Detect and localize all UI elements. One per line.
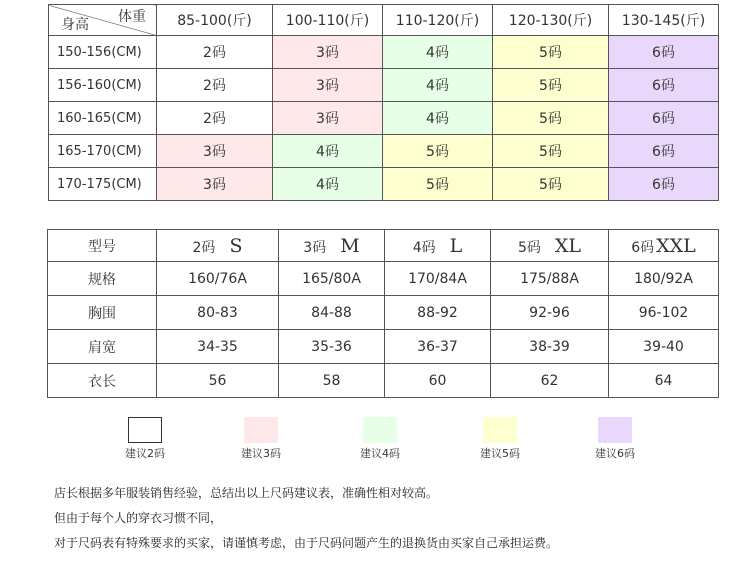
- height-range-cell: 150-156(CM): [49, 36, 157, 69]
- size-header-cell: [279, 230, 385, 262]
- table-row: [49, 102, 719, 135]
- measurement-value: 165/80A: [279, 262, 385, 296]
- height-range-cell: 160-165(CM): [49, 102, 157, 135]
- size-recommendation-table: [48, 4, 719, 201]
- table-row: [49, 69, 719, 102]
- corner-header-cell: [49, 5, 157, 36]
- measurement-value: 160/76A: [157, 262, 279, 296]
- garment-measurement-table: [47, 229, 719, 398]
- size-cell: 3码: [273, 102, 383, 135]
- note-line-3: 对于尺码表有特殊要求的买家，请谨慎考虑，由于尺码问题产生的退换货由买家自己承担运费。: [54, 536, 559, 550]
- legend-swatch: [483, 417, 517, 443]
- size-cell: 6码: [609, 135, 719, 168]
- legend-label: 建议4码: [360, 447, 400, 460]
- measurement-value: 58: [279, 364, 385, 398]
- size-code: 2码: [192, 239, 216, 256]
- size-cell: 4码: [383, 102, 493, 135]
- table-row: [49, 36, 719, 69]
- legend-item-4: [360, 417, 400, 461]
- legend-swatch: [363, 417, 397, 443]
- legend-item-6: [595, 417, 635, 461]
- size-code: 3码: [303, 239, 327, 256]
- measurement-value: 35-36: [279, 330, 385, 364]
- size-letter: M: [340, 234, 360, 257]
- legend-item-3: [241, 417, 281, 461]
- size-cell: 3码: [157, 168, 273, 201]
- measurement-label: 胸围: [48, 296, 157, 330]
- measurement-value: 175/88A: [491, 262, 609, 296]
- note-line-1: 店长根据多年服装销售经验，总结出以上尺码建议表，准确性相对较高。: [54, 486, 439, 500]
- size-code: 6码: [631, 239, 655, 256]
- size-header-row: [48, 230, 719, 262]
- size-cell: 3码: [273, 69, 383, 102]
- size-letter: XL: [554, 234, 582, 257]
- size-cell: 5码: [383, 168, 493, 201]
- measurement-value: 62: [491, 364, 609, 398]
- table-header-row: [49, 5, 719, 36]
- size-cell: 6码: [609, 69, 719, 102]
- size-cell: 5码: [493, 36, 609, 69]
- size-cell: 2码: [157, 69, 273, 102]
- size-cell: 6码: [609, 36, 719, 69]
- measurement-value: 64: [609, 364, 719, 398]
- measurement-value: 39-40: [609, 330, 719, 364]
- measurement-value: 88-92: [385, 296, 491, 330]
- size-letter: XXL: [656, 234, 696, 257]
- size-cell: 6码: [609, 168, 719, 201]
- weight-axis-label: 体重: [118, 9, 146, 25]
- measurement-value: 170/84A: [385, 262, 491, 296]
- size-header-cell: [609, 230, 719, 262]
- size-cell: 4码: [383, 36, 493, 69]
- size-cell: 5码: [493, 135, 609, 168]
- table-row: [48, 364, 719, 398]
- table-row: [48, 330, 719, 364]
- size-cell: 5码: [493, 102, 609, 135]
- legend-label: 建议6码: [595, 447, 635, 460]
- measurement-value: 36-37: [385, 330, 491, 364]
- measurement-value: 34-35: [157, 330, 279, 364]
- measurement-value: 56: [157, 364, 279, 398]
- legend-label: 建议2码: [125, 447, 165, 460]
- measurement-value: 92-96: [491, 296, 609, 330]
- size-letter: L: [449, 234, 463, 257]
- measurement-value: 84-88: [279, 296, 385, 330]
- size-cell: 4码: [273, 135, 383, 168]
- measurement-label: 肩宽: [48, 330, 157, 364]
- weight-column-header: 130-145(斤): [609, 5, 719, 36]
- legend-swatch: [244, 417, 278, 443]
- measurement-value: 60: [385, 364, 491, 398]
- note-line-2: 但由于每个人的穿衣习惯不同，: [54, 511, 223, 525]
- size-code: 4码: [412, 239, 436, 256]
- height-range-cell: 156-160(CM): [49, 69, 157, 102]
- legend-item-2: [125, 417, 165, 461]
- height-range-cell: 165-170(CM): [49, 135, 157, 168]
- size-cell: 5码: [493, 69, 609, 102]
- measurement-value: 38-39: [491, 330, 609, 364]
- size-header-cell: [157, 230, 279, 262]
- size-cell: 5码: [493, 168, 609, 201]
- size-header-cell: [385, 230, 491, 262]
- table-row: [48, 296, 719, 330]
- legend-swatch: [128, 417, 162, 443]
- size-cell: 3码: [273, 36, 383, 69]
- size-header-cell: [491, 230, 609, 262]
- height-range-cell: 170-175(CM): [49, 168, 157, 201]
- table-row: [49, 168, 719, 201]
- size-cell: 5码: [383, 135, 493, 168]
- size-code: 5码: [517, 239, 541, 256]
- measurement-label: 衣长: [48, 364, 157, 398]
- measurement-label: 规格: [48, 262, 157, 296]
- size-cell: 3码: [157, 135, 273, 168]
- table-row: [49, 135, 719, 168]
- weight-column-header: 100-110(斤): [273, 5, 383, 36]
- measurement-value: 80-83: [157, 296, 279, 330]
- table-row: [48, 262, 719, 296]
- weight-column-header: 85-100(斤): [157, 5, 273, 36]
- legend-item-5: [480, 417, 520, 461]
- size-cell: 4码: [383, 69, 493, 102]
- size-cell: 2码: [157, 36, 273, 69]
- weight-column-header: 110-120(斤): [383, 5, 493, 36]
- legend-swatch: [598, 417, 632, 443]
- size-cell: 2码: [157, 102, 273, 135]
- size-letter: S: [229, 234, 243, 257]
- height-axis-label: 身高: [61, 17, 89, 33]
- legend-label: 建议5码: [480, 447, 520, 460]
- size-cell: 4码: [273, 168, 383, 201]
- measurement-value: 180/92A: [609, 262, 719, 296]
- model-label: 型号: [48, 230, 157, 262]
- legend-label: 建议3码: [241, 447, 281, 460]
- measurement-value: 96-102: [609, 296, 719, 330]
- weight-column-header: 120-130(斤): [493, 5, 609, 36]
- size-cell: 6码: [609, 102, 719, 135]
